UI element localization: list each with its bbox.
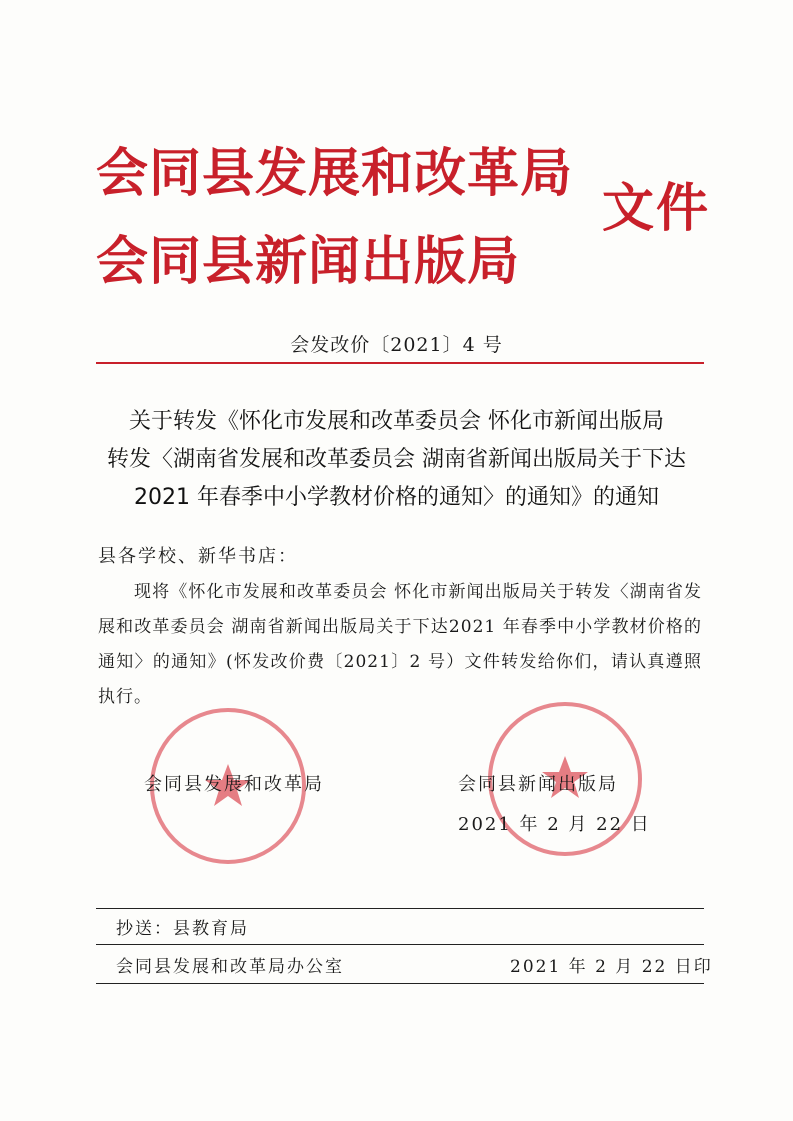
header-suffix: 文件 bbox=[602, 179, 711, 239]
footer-rule-top bbox=[96, 908, 704, 909]
cc-line: 抄送：县教育局 bbox=[116, 919, 249, 939]
footer-rule-bottom bbox=[96, 983, 704, 984]
issuer-line-2: 会同县新闻出版局 bbox=[96, 232, 521, 292]
signature-right: 会同县新闻出版局 bbox=[458, 774, 618, 795]
body-paragraph: 现将《怀化市发展和改革委员会 怀化市新闻出版局关于转发〈湖南省发展和改革委员会 湖南省新闻出版局关于下达2021 年春季中小学教材价格的通知〉的通知》(怀发改价费〔2021〕2 号）文件转发给你们，请认真遵照执行。 bbox=[98, 582, 702, 707]
issuing-office: 会同县发展和改革局办公室 bbox=[116, 957, 344, 977]
title-line-3: 2021 年春季中小学教材价格的通知〉的通知》的通知 bbox=[134, 485, 659, 510]
title-line-1: 关于转发《怀化市发展和改革委员会 怀化市新闻出版局 bbox=[129, 409, 664, 434]
signature-date: 2021 年 2 月 22 日 bbox=[458, 814, 651, 835]
document-title bbox=[90, 403, 703, 517]
document-number: 会发改价〔2021〕4 号 bbox=[290, 334, 503, 356]
print-date: 2021 年 2 月 22 日印 bbox=[510, 957, 713, 977]
signature-left: 会同县发展和改革局 bbox=[144, 774, 324, 795]
salutation: 县各学校、新华书店： bbox=[98, 546, 298, 567]
red-separator-rule bbox=[96, 362, 704, 364]
footer-rule-middle bbox=[96, 944, 704, 945]
issuer-line-1: 会同县发展和改革局 bbox=[96, 144, 574, 204]
title-line-2: 转发〈湖南省发展和改革委员会 湖南省新闻出版局关于下达 bbox=[107, 447, 686, 472]
